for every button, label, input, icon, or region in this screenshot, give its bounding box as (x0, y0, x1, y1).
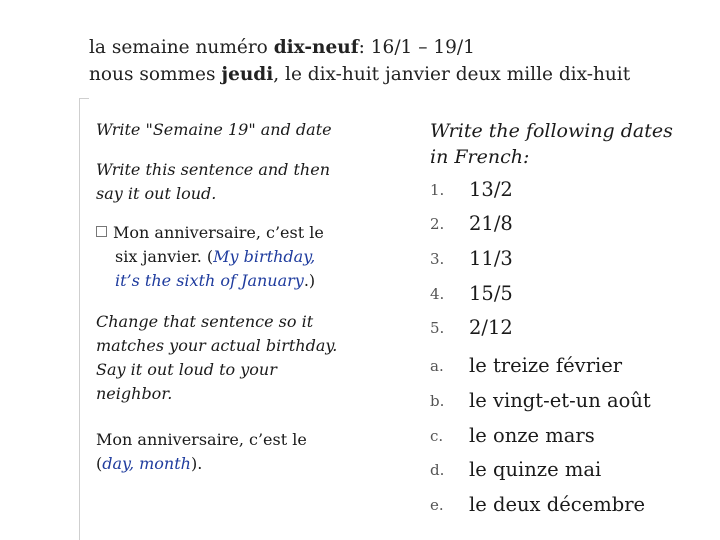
list-marker: 3. (430, 250, 445, 268)
example-line-2: six janvier. ( (115, 247, 214, 266)
list-marker: 1. (430, 181, 445, 199)
example-translation-2: it’s the sixth of January (115, 271, 304, 290)
instruction-3-line-3: Say it out loud to your (96, 360, 277, 379)
list-text: le treize février (469, 354, 623, 377)
top-divider (79, 98, 89, 99)
list-marker: b. (430, 392, 445, 410)
list-marker: e. (430, 496, 444, 514)
week-number: dix-neuf (273, 37, 359, 58)
right-heading-line-1: Write the following dates (430, 120, 673, 142)
instruction-2-line-2: say it out loud. (96, 184, 217, 203)
example-line-3-close: .) (303, 271, 316, 290)
left-divider (79, 98, 80, 540)
instruction-1: Write "Semaine 19" and date (96, 120, 332, 139)
week-dates: : 16/1 – 19/1 (358, 37, 475, 58)
list-text: 2/12 (469, 316, 513, 339)
personal-line-1: Mon anniversaire, c’est le (96, 430, 307, 449)
list-text: 11/3 (469, 247, 513, 270)
title-line-1 (89, 34, 630, 61)
instruction-2-line-1: Write this sentence and then (96, 160, 331, 179)
right-heading (430, 118, 720, 170)
bullet-square-icon (96, 226, 107, 237)
list-text: 13/2 (469, 178, 513, 201)
example-line-1: Mon anniversaire, c’est le (113, 223, 324, 242)
list-text: le vingt-et-un août (469, 389, 651, 412)
instruction-3-line-2: matches your actual birthday. (96, 336, 338, 355)
list-marker: a. (430, 357, 444, 375)
list-marker: d. (430, 461, 445, 479)
title-line-1-prefix: la semaine numéro (89, 37, 274, 58)
personal-open-paren: ( (96, 454, 103, 473)
list-marker: c. (430, 427, 444, 445)
list-text: 15/5 (469, 282, 513, 305)
list-text: le quinze mai (469, 458, 602, 481)
personal-sentence (96, 428, 307, 476)
list-text: le deux décembre (469, 493, 646, 516)
day-name: jeudi (221, 64, 274, 85)
page-title (89, 34, 630, 88)
list-marker: 5. (430, 319, 445, 337)
instruction-3-line-4: neighbor. (96, 384, 173, 403)
list-marker: 2. (430, 215, 445, 233)
title-line-2-prefix: nous sommes (89, 64, 222, 85)
list-text: 21/8 (469, 212, 513, 235)
full-date: , le dix-huit janvier deux mille dix-huit (273, 64, 631, 85)
list-text: le onze mars (469, 424, 595, 447)
personal-close-paren: ). (190, 454, 203, 473)
list-marker: 4. (430, 285, 445, 303)
personal-placeholder: day, month (102, 454, 191, 473)
instruction-3-line-1: Change that sentence so it (96, 312, 314, 331)
example-sentence (96, 221, 324, 293)
title-line-2 (89, 61, 630, 88)
instruction-2 (96, 158, 330, 206)
right-heading-line-2: in French: (430, 146, 530, 168)
instruction-3 (96, 310, 337, 406)
example-translation-1: My birthday, (213, 247, 316, 266)
